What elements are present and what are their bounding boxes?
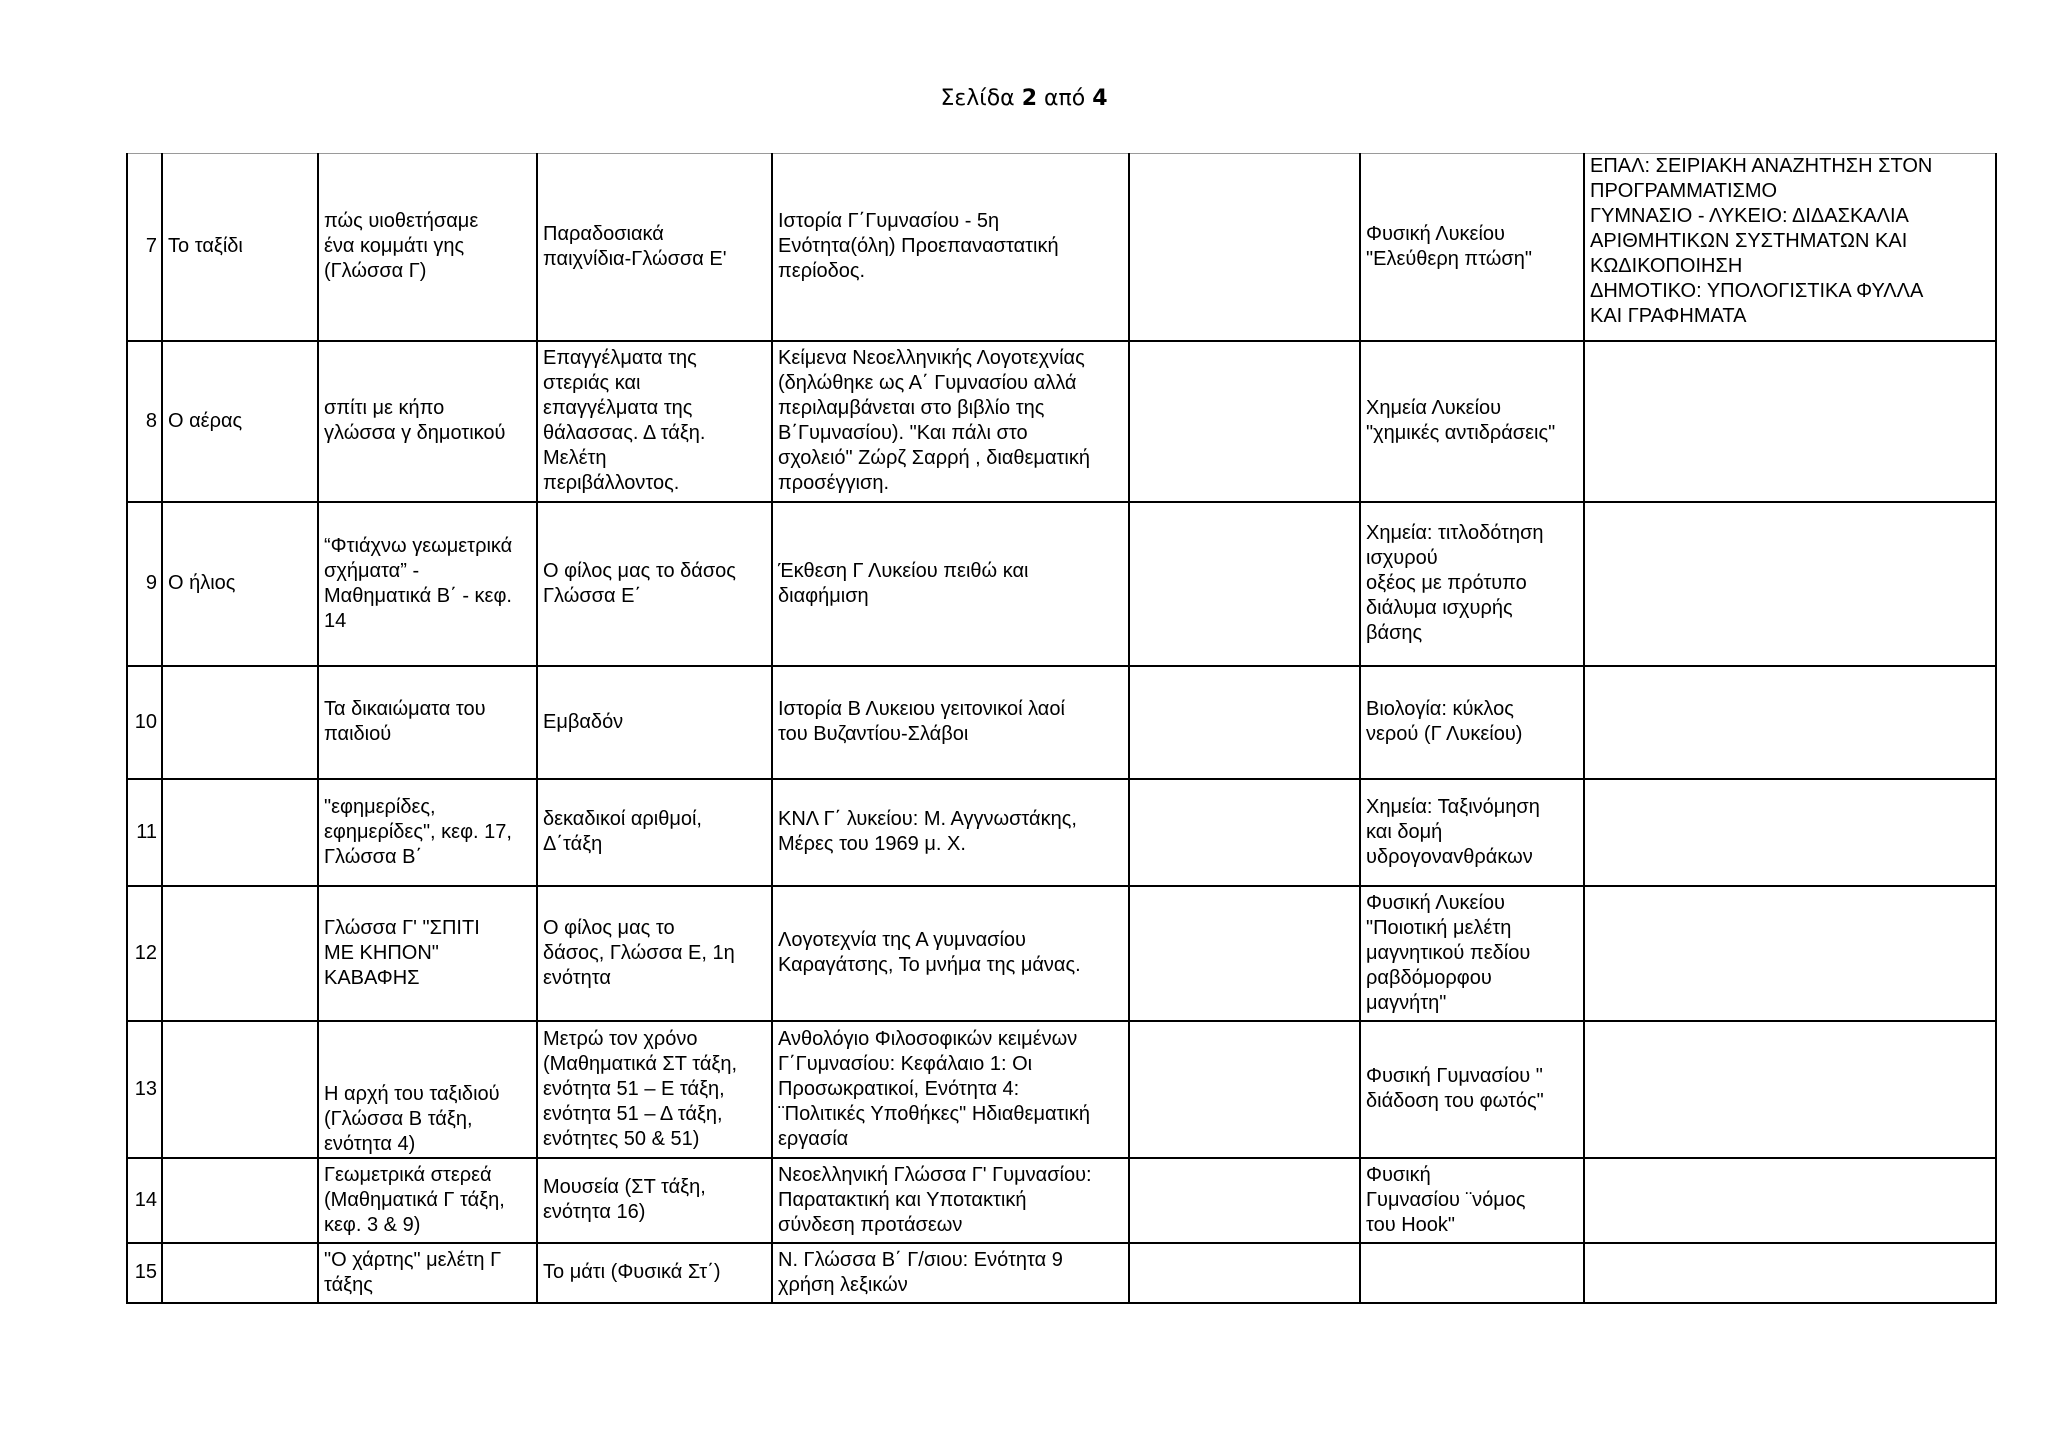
cell-col1: Η αρχή του ταξιδιού (Γλώσσα Β τάξη, ενότητα 4) <box>318 1021 537 1158</box>
cell-col3: ΚΝΛ Γ΄ λυκείου: Μ. Αγγνωστάκης, Μέρες του 1969 μ. Χ. <box>772 779 1129 886</box>
current-page-number: 2 <box>1021 86 1037 111</box>
cell-col1: σπίτι με κήπο γλώσσα γ δημοτικού <box>318 341 537 502</box>
cell-col2: Επαγγέλματα της στεριάς και επαγγέλματα της θάλασσας. Δ τάξη. Μελέτη περιβάλλοντος. <box>537 341 772 502</box>
cell-col6: ΕΠΑΛ: ΣΕΙΡΙΑΚΗ ΑΝΑΖΗΤΗΣΗ ΣΤΟΝ ΠΡΟΓΡΑΜΜΑΤΙΣΜΟ ΓΥΜΝΑΣΙΟ - ΛΥΚΕΙΟ: ΔΙΔΑΣΚΑΛΙΑ ΑΡΙΘΜΗΤΙΚΩΝ ΣΥΣΤΗΜΑΤΩΝ ΚΑΙ ΚΩΔΙΚΟΠΟΙΗΣΗ ΔΗΜΟΤΙΚΟ: ΥΠΟΛΟΓΙΣΤΙΚΑ ΦΥΛΛΑ ΚΑΙ ΓΡΑΦΗΜΑΤΑ <box>1584 154 1996 341</box>
cell-col6 <box>1584 1021 1996 1158</box>
row-number: 15 <box>127 1243 162 1303</box>
cell-col3: Ιστορία Γ΄Γυμνασίου - 5η Ενότητα(όλη) Προεπαναστατική περίοδος. <box>772 154 1129 341</box>
page-header <box>0 86 2048 111</box>
cell-col1: Γεωμετρικά στερεά (Μαθηματικά Γ τάξη, κεφ. 3 & 9) <box>318 1158 537 1243</box>
cell-col4 <box>1129 502 1360 666</box>
cell-col3: Ν. Γλώσσα Β΄ Γ/σιου: Ενότητα 9 χρήση λεξικών <box>772 1243 1129 1303</box>
cell-col4 <box>1129 1158 1360 1243</box>
table-row <box>127 341 1996 502</box>
cell-col4 <box>1129 154 1360 341</box>
row-number: 13 <box>127 1021 162 1158</box>
row-number: 8 <box>127 341 162 502</box>
cell-col2: Μουσεία (ΣΤ τάξη, ενότητα 16) <box>537 1158 772 1243</box>
row-number: 10 <box>127 666 162 779</box>
cell-col5: Χημεία: τιτλοδότηση ισχυρού οξέος με πρότυπο διάλυμα ισχυρής βάσης <box>1360 502 1584 666</box>
theme-cell <box>162 779 318 886</box>
cell-col6 <box>1584 779 1996 886</box>
page-of-label: από <box>1044 86 1086 111</box>
cell-col5: Φυσική Γυμνασίου ¨νόμος του Hook" <box>1360 1158 1584 1243</box>
cell-col1: Γλώσσα Γ' "ΣΠΙΤΙ ΜΕ ΚΗΠΟΝ" ΚΑΒΑΦΗΣ <box>318 886 537 1021</box>
row-number: 12 <box>127 886 162 1021</box>
cell-col2: Εμβαδόν <box>537 666 772 779</box>
cell-col2: Παραδοσιακά παιχνίδια-Γλώσσα Ε' <box>537 154 772 341</box>
curriculum-table <box>126 153 1997 1304</box>
cell-col2: Το μάτι (Φυσικά Στ΄) <box>537 1243 772 1303</box>
cell-col1: "Ο χάρτης" μελέτη Γ τάξης <box>318 1243 537 1303</box>
cell-col2: Ο φίλος μας το δάσος Γλώσσα Ε΄ <box>537 502 772 666</box>
cell-col5 <box>1360 1243 1584 1303</box>
theme-cell: Ο αέρας <box>162 341 318 502</box>
cell-col6 <box>1584 666 1996 779</box>
cell-col2: Μετρώ τον χρόνο (Μαθηματικά ΣΤ τάξη, ενότητα 51 – Ε τάξη, ενότητα 51 – Δ τάξη, ενότητες 50 & 51) <box>537 1021 772 1158</box>
cell-col2: δεκαδικοί αριθμοί, Δ΄τάξη <box>537 779 772 886</box>
cell-col5: Βιολογία: κύκλος νερού (Γ Λυκείου) <box>1360 666 1584 779</box>
table-row <box>127 154 1996 341</box>
cell-col4 <box>1129 1243 1360 1303</box>
cell-col4 <box>1129 341 1360 502</box>
table-row <box>127 666 1996 779</box>
cell-col4 <box>1129 779 1360 886</box>
cell-col4 <box>1129 666 1360 779</box>
cell-col6 <box>1584 1158 1996 1243</box>
cell-col3: Λογοτεχνία της Α γυμνασίου Καραγάτσης, Το μνήμα της μάνας. <box>772 886 1129 1021</box>
table-row <box>127 502 1996 666</box>
cell-col3: Νεοελληνική Γλώσσα Γ' Γυμνασίου: Παρατακτική και Υποτακτική σύνδεση προτάσεων <box>772 1158 1129 1243</box>
cell-col1: "εφημερίδες, εφημερίδες", κεφ. 17, Γλώσσα Β΄ <box>318 779 537 886</box>
row-number: 9 <box>127 502 162 666</box>
theme-cell <box>162 1243 318 1303</box>
cell-col2: Ο φίλος μας το δάσος, Γλώσσα Ε, 1η ενότητα <box>537 886 772 1021</box>
total-pages-number: 4 <box>1092 86 1108 111</box>
cell-col6 <box>1584 341 1996 502</box>
cell-col5: Φυσική Γυμνασίου " διάδοση του φωτός" <box>1360 1021 1584 1158</box>
cell-col3: Ανθολόγιο Φιλοσοφικών κειμένων Γ΄Γυμνασίου: Κεφάλαιο 1: Οι Προσωκρατικοί, Ενότητα 4: ¨Πολιτικές Υποθήκες" Ηδιαθεματική εργασία <box>772 1021 1129 1158</box>
cell-col5: Χημεία Λυκείου "χημικές αντιδράσεις" <box>1360 341 1584 502</box>
table-row <box>127 779 1996 886</box>
cell-col3: Κείμενα Νεοελληνικής Λογοτεχνίας (δηλώθηκε ως Α΄ Γυμνασίου αλλά περιλαμβάνεται στο βιβλίο της Β΄Γυμνασίου). "Και πάλι στο σχολειό" Ζώρζ Σαρρή , διαθεματική προσέγγιση. <box>772 341 1129 502</box>
cell-col1: Τα δικαιώματα του παιδιού <box>318 666 537 779</box>
row-number: 14 <box>127 1158 162 1243</box>
page-label: Σελίδα <box>940 86 1015 111</box>
row-number: 11 <box>127 779 162 886</box>
cell-col6 <box>1584 1243 1996 1303</box>
table-row <box>127 1158 1996 1243</box>
theme-cell: Ο ήλιος <box>162 502 318 666</box>
table-row <box>127 1021 1996 1158</box>
cell-col4 <box>1129 886 1360 1021</box>
theme-cell: Το ταξίδι <box>162 154 318 341</box>
cell-col6 <box>1584 886 1996 1021</box>
table-row <box>127 886 1996 1021</box>
cell-col5: Φυσική Λυκείου "Ποιοτική μελέτη μαγνητικού πεδίου ραβδόμορφου μαγνήτη" <box>1360 886 1584 1021</box>
cell-col1: “Φτιάχνω γεωμετρικά σχήματα” - Μαθηματικά Β΄ - κεφ. 14 <box>318 502 537 666</box>
theme-cell <box>162 666 318 779</box>
cell-col1: πώς υιοθετήσαμε ένα κομμάτι γης (Γλώσσα Γ) <box>318 154 537 341</box>
cell-col3: Έκθεση Γ Λυκείου πειθώ και διαφήμιση <box>772 502 1129 666</box>
theme-cell <box>162 886 318 1021</box>
cell-col4 <box>1129 1021 1360 1158</box>
theme-cell <box>162 1158 318 1243</box>
cell-col5: Χημεία: Ταξινόμηση και δομή υδρογοναvθράκων <box>1360 779 1584 886</box>
table-row <box>127 1243 1996 1303</box>
cell-col3: Ιστορία Β Λυκειου γειτονικοί λαοί του Βυζαντίου-Σλάβοι <box>772 666 1129 779</box>
cell-col6 <box>1584 502 1996 666</box>
cell-col5: Φυσική Λυκείου "Ελεύθερη πτώση" <box>1360 154 1584 341</box>
row-number: 7 <box>127 154 162 341</box>
theme-cell <box>162 1021 318 1158</box>
